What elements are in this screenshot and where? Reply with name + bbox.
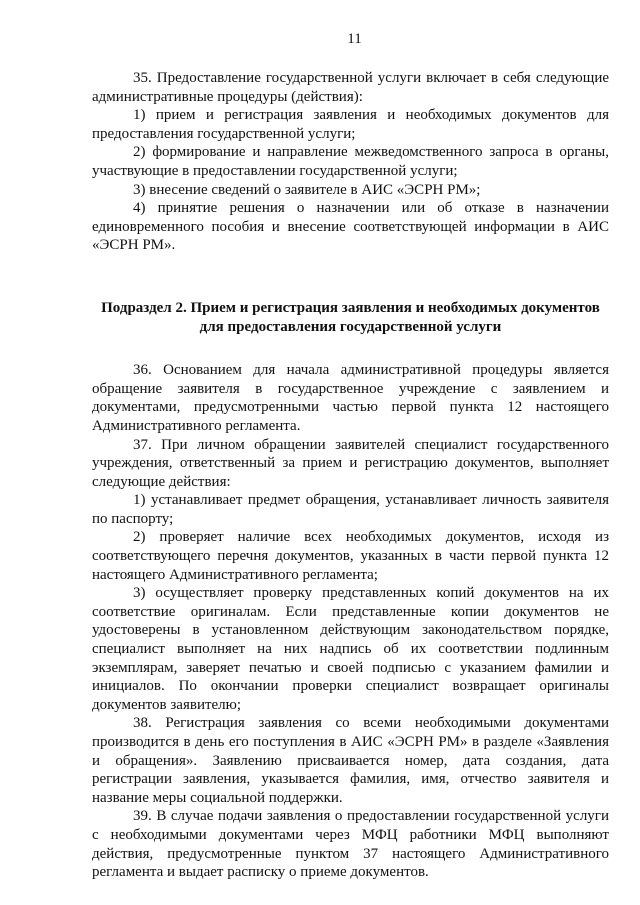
- list-item-2: 2) формирование и направление межведомственного запроса в органы, участвующие в предоставлении государственной услуги;: [92, 144, 609, 179]
- procedures-list: [92, 69, 609, 255]
- section-heading-line-2: для предоставления государственной услуги: [199, 318, 502, 335]
- paragraph-36: 36. Основанием для начала административной процедуры является обращение заявителя в государственное учреждение с заявлением и документами, предусмотренными частью первой пункта 12 настоящего Административного регламента.: [92, 362, 609, 434]
- action-item-1: 1) устанавливает предмет обращения, устанавливает личность заявителя по паспорту;: [92, 492, 609, 527]
- list-item-4: 4) принятие решения о назначении или об отказе в назначении единовременного пособия и внесение соответствующей информации в АИС «ЭСРН РМ».: [92, 200, 609, 254]
- section-heading-line-1: Подраздел 2. Прием и регистрация заявления и необходимых документов: [101, 299, 600, 316]
- paragraph-37: 37. При личном обращении заявителей специалист государственного учреждения, ответственный за прием и регистрацию документов, выполняет следующие действия:: [92, 436, 609, 490]
- section-body: [92, 361, 609, 882]
- list-item-1: 1) прием и регистрация заявления и необходимых документов для предоставления государственной услуги;: [92, 107, 609, 142]
- action-item-3: 3) осуществляет проверку представленных копий документов на их соответствие оригиналам. Если представленные копии документов не удостоверены в установленном действующим законодательством порядке, специалист выполняет на них надпись об их соответствии подлинным экземплярам, заверяет печатью и своей подписью с указанием фамилии и инициалов. По окончании проверки специалист возвращает оригиналы документов заявителю;: [92, 585, 609, 713]
- paragraph-35: 35. Предоставление государственной услуги включает в себя следующие административные процедуры (действия):: [92, 70, 609, 105]
- paragraph-38: 38. Регистрация заявления со всеми необходимыми документами производится в день его поступления в АИС «ЭСРН РМ» в разделе «Заявления и обращения». Заявлению присваивается номер, дата создания, дата регистрации заявления, указывается фамилия, имя, отчество заявителя и название меры социальной поддержки.: [92, 715, 609, 806]
- action-item-2: 2) проверяет наличие всех необходимых документов, исходя из соответствующего перечня документов, указанных в части первой пункта 12 настоящего Административного регламента;: [92, 529, 609, 583]
- list-item-3: 3) внесение сведений о заявителе в АИС «ЭСРН РМ»;: [133, 181, 481, 198]
- section-heading: [92, 299, 609, 336]
- page-number: 11: [347, 31, 362, 47]
- paragraph-39: 39. В случае подачи заявления о предоставлении государственной услуги с необходимыми документами через МФЦ работники МФЦ выполняют действия, предусмотренные пунктом 37 настоящего Административного регламента и выдает расписку о приеме документов.: [92, 808, 609, 881]
